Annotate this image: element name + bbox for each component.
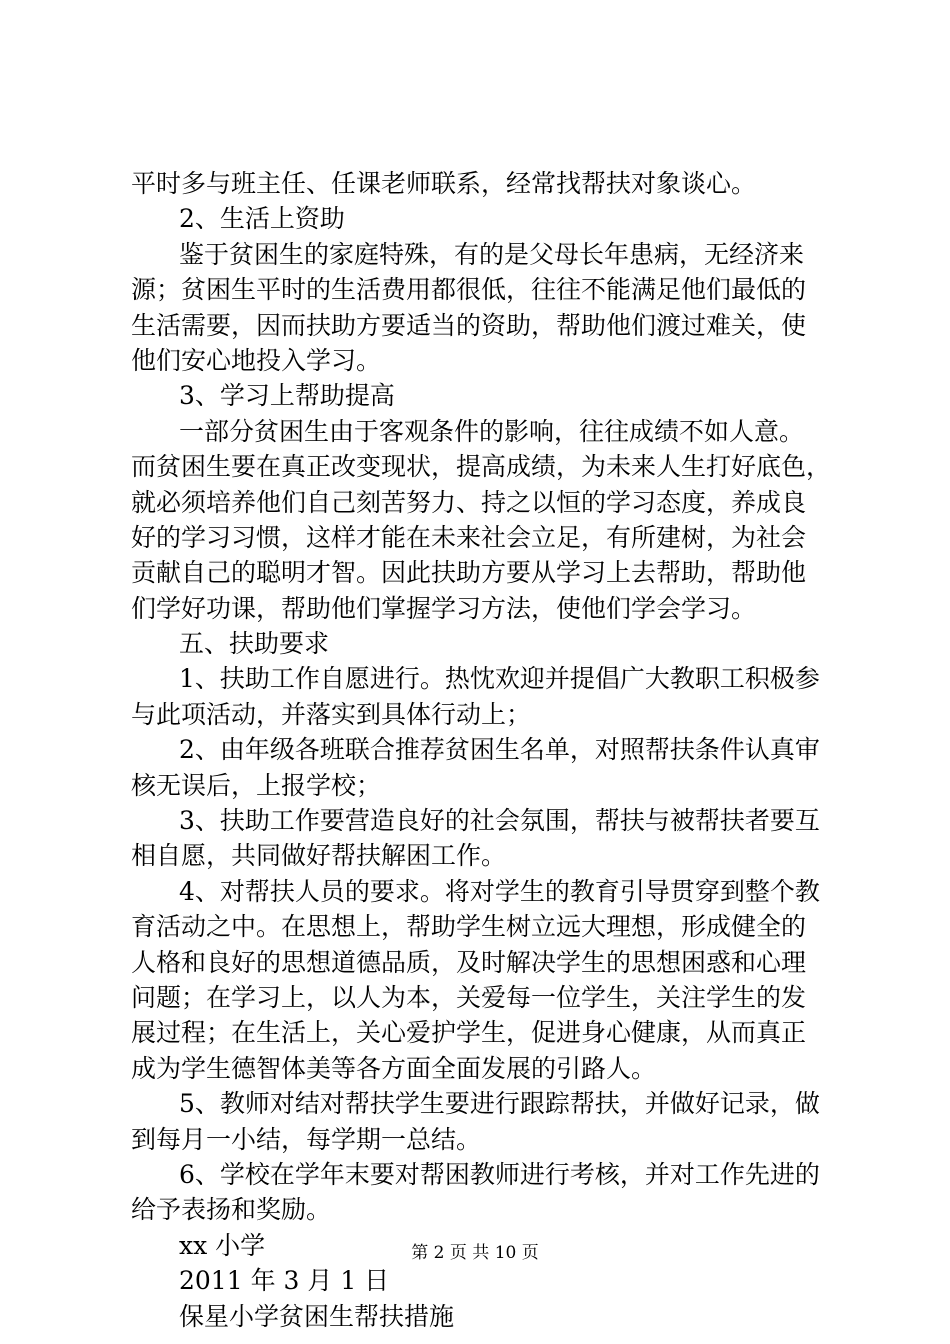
body-line: 展过程；在生活上，关心爱护学生，促进身心健康，从而真正 <box>131 1018 807 1048</box>
body-line: 3、扶助工作要营造良好的社会氛围，帮扶与被帮扶者要互 <box>179 806 820 836</box>
signature-date: 2011 年 3 月 1 日 <box>179 1266 390 1296</box>
body-line: 6、学校在学年末要对帮困教师进行考核，并对工作先进的 <box>179 1159 820 1189</box>
document-body <box>131 166 835 1334</box>
body-line: 相自愿，共同做好帮扶解困工作。 <box>131 841 507 871</box>
section-heading: 3、学习上帮助提高 <box>179 381 395 411</box>
body-line: 与此项活动，并落实到具体行动上； <box>131 699 532 729</box>
section-heading: 2、生活上资助 <box>179 204 345 234</box>
body-line: 给予表扬和奖励。 <box>131 1195 332 1225</box>
body-line: 到每月一小结，每学期一总结。 <box>131 1124 482 1154</box>
body-line: 生活需要，因而扶助方要适当的资助，帮助他们渡过难关，使 <box>131 310 807 340</box>
body-line: 4、对帮扶人员的要求。将对学生的教育引导贯穿到整个教 <box>179 876 820 906</box>
body-line: 5、教师对结对帮扶学生要进行跟踪帮扶，并做好记录，做 <box>179 1089 820 1119</box>
body-line: 2、由年级各班联合推荐贫困生名单，对照帮扶条件认真审 <box>179 735 820 765</box>
body-line: 成为学生德智体美等各方面全面发展的引路人。 <box>131 1053 657 1083</box>
body-line: 他们安心地投入学习。 <box>131 345 382 375</box>
body-line: 问题；在学习上，以人为本，关爱每一位学生，关注学生的发 <box>131 982 807 1012</box>
body-line: 们学好功课，帮助他们掌握学习方法，使他们学会学习。 <box>131 593 757 623</box>
body-line: 1、扶助工作自愿进行。热忱欢迎并提倡广大教职工积极参 <box>179 664 820 694</box>
page-number-footer: 第 2 页 共 10 页 <box>411 1243 539 1263</box>
body-line: 鉴于贫困生的家庭特殊，有的是父母长年患病，无经济来 <box>179 239 805 269</box>
body-line: 平时多与班主任、任课老师联系，经常找帮扶对象谈心。 <box>131 169 757 198</box>
next-document-title: 保星小学贫困生帮扶措施 <box>179 1301 455 1331</box>
body-line: 贡献自己的聪明才智。因此扶助方要从学习上去帮助，帮助他 <box>131 558 807 588</box>
body-line: 源；贫困生平时的生活费用都很低，往往不能满足他们最低的 <box>131 275 807 305</box>
body-line: 就必须培养他们自己刻苦努力、持之以恒的学习态度，养成良 <box>131 487 807 517</box>
body-line: 而贫困生要在真正改变现状，提高成绩，为未来人生打好底色， <box>131 452 832 482</box>
signature-school: xx 小学 <box>179 1230 266 1260</box>
body-line: 人格和良好的思想道德品质，及时解决学生的思想困惑和心理 <box>131 947 807 977</box>
body-line: 好的学习习惯，这样才能在未来社会立足，有所建树，为社会 <box>131 522 807 552</box>
body-line: 核无误后，上报学校； <box>131 770 382 800</box>
body-line: 一部分贫困生由于客观条件的影响，往往成绩不如人意。 <box>179 416 805 446</box>
section-heading: 五、扶助要求 <box>179 629 330 659</box>
body-line: 育活动之中。在思想上，帮助学生树立远大理想，形成健全的 <box>131 912 807 942</box>
